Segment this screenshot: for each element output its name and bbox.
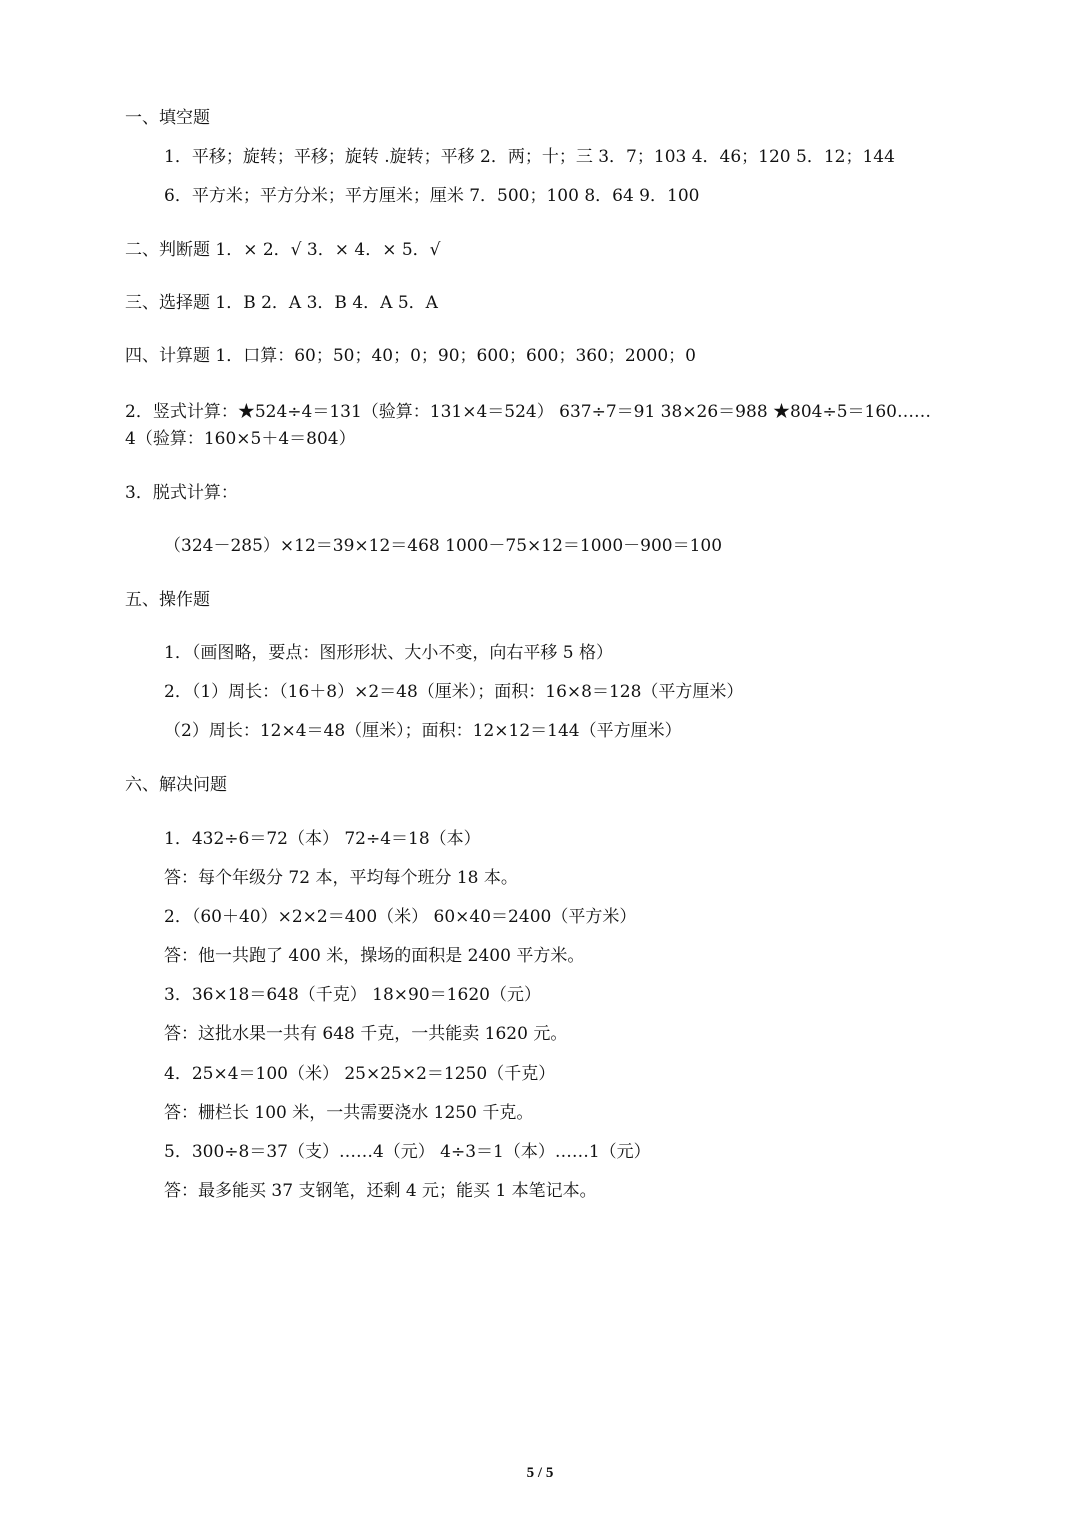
vertical-calc-line-1: 2．竖式计算：★524÷4＝131（验算：131×4＝524） 637÷7＝91 38×26＝988 ★804÷5＝160…… — [125, 402, 931, 422]
section-heading-true-false: 二、判断题 1．× 2．√ 3．× 4．× 5．√ — [125, 240, 441, 260]
problem-4-answer: 答：栅栏长 100 米，一共需要浇水 1250 千克。 — [164, 1103, 534, 1123]
vertical-calc-line-2: 4（验算：160×5＋4＝804） — [125, 429, 356, 449]
problem-2-equation: 2．（60＋40）×2×2＝400（米） 60×40＝2400（平方米） — [164, 907, 637, 927]
problem-5-answer: 答：最多能买 37 支钢笔，还剩 4 元；能买 1 本笔记本。 — [164, 1181, 597, 1201]
problem-1-equation: 1．432÷6＝72（本） 72÷4＝18（本） — [164, 829, 481, 849]
step-calc-label: 3．脱式计算： — [125, 483, 238, 503]
problem-4-equation: 4．25×4＝100（米） 25×25×2＝1250（千克） — [164, 1064, 556, 1084]
problem-2-answer: 答：他一共跑了 400 米，操场的面积是 2400 平方米。 — [164, 946, 585, 966]
section-heading-problem-solving: 六、解决问题 — [125, 775, 227, 795]
section-heading-calculation: 四、计算题 1．口算：60；50；40；0；90；600；600；360；2000；0 — [125, 346, 696, 366]
section-heading-operation: 五、操作题 — [125, 590, 210, 610]
step-calc-body: （324－285）×12＝39×12＝468 1000－75×12＝1000－900＝100 — [164, 536, 723, 556]
section-heading-fill-in: 一、填空题 — [125, 108, 210, 128]
fill-in-answers-line-1: 1．平移；旋转；平移；旋转 .旋转；平移 2．两；十；三 3．7；103 4．46；120 5．12；144 — [164, 147, 895, 167]
operation-answer-1: 1．（画图略，要点：图形形状、大小不变，向右平移 5 格） — [164, 643, 613, 663]
fill-in-answers-line-2: 6．平方米；平方分米；平方厘米；厘米 7．500；100 8．64 9．100 — [164, 186, 700, 206]
operation-answer-2-part-1: 2．（1）周长：（16＋8）×2＝48（厘米）；面积：16×8＝128（平方厘米） — [164, 682, 744, 702]
operation-answer-2-part-2: （2）周长：12×4＝48（厘米）；面积：12×12＝144（平方厘米） — [164, 721, 682, 741]
section-heading-multiple-choice: 三、选择题 1．B 2．A 3．B 4．A 5．A — [125, 293, 438, 313]
problem-3-equation: 3．36×18＝648（千克） 18×90＝1620（元） — [164, 985, 541, 1005]
problem-5-equation: 5．300÷8＝37（支）……4（元） 4÷3＝1（本）……1（元） — [164, 1142, 651, 1162]
page-number: 5 / 5 — [526, 1465, 554, 1481]
problem-1-answer: 答：每个年级分 72 本，平均每个班分 18 本。 — [164, 868, 518, 888]
problem-3-answer: 答：这批水果一共有 648 千克，一共能卖 1620 元。 — [164, 1024, 568, 1044]
